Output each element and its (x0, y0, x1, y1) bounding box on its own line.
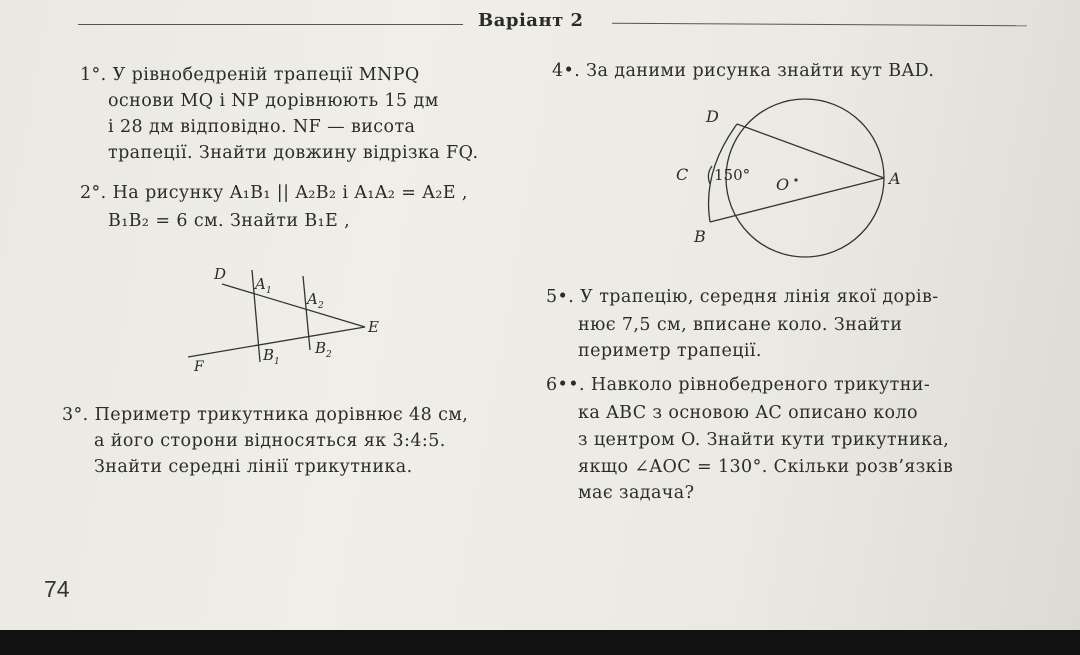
center-point (794, 178, 797, 181)
label-O: O (776, 175, 790, 194)
problem-6-line-5: має задача? (578, 483, 695, 503)
label-A2: A (307, 290, 318, 308)
label-E: E (368, 318, 379, 336)
page-number: 74 (44, 576, 70, 602)
problem-6-line-4: якщо ∠AOC = 130°. Скільки розв’язків (578, 457, 954, 477)
problem-4-line-1: 4•. За даними рисунка знайти кут BAD. (552, 61, 935, 81)
label-F: F (194, 359, 204, 375)
problem-1-line-4: трапеції. Знайти довжину відрізка FQ. (108, 143, 479, 163)
label-A1-sub: 1 (266, 286, 272, 296)
bottom-dark-edge (0, 630, 1080, 655)
problem-2-line-2: B₁B₂ = 6 см. Знайти B₁E , (108, 211, 351, 231)
problem-3-line-2: а його сторони відносяться як 3:4:5. (94, 431, 446, 451)
label-D: D (706, 107, 719, 126)
label-B2-sub: 2 (326, 350, 332, 360)
label-B: B (694, 227, 706, 246)
problem-6-line-3: з центром O. Знайти кути трикутника, (578, 430, 950, 450)
problem-1-line-1: 1°. У рівнобедреній трапеції MNPQ (80, 65, 420, 85)
problem-6-line-1: 6••. Навколо рівнобедреного трикутни- (546, 375, 931, 395)
label-B1: B (263, 346, 275, 364)
problem-2-line-1: 2°. На рисунку A₁B₁ || A₂B₂ і A₁A₂ = A₂E , (80, 183, 468, 203)
label-D: D (214, 265, 227, 283)
problem-3-line-1: 3°. Периметр трикутника дорівнює 48 см, (62, 405, 469, 425)
problem-6-line-2: ка ABC з основою AC описано коло (578, 403, 918, 423)
header-rule-left (78, 24, 463, 25)
problem-1-line-2: основи MQ і NP дорівнюють 15 дм (108, 91, 439, 111)
label-A2-sub: 2 (318, 301, 324, 311)
label-angle: 150° (714, 166, 751, 184)
problem-4-figure (670, 92, 920, 262)
label-B2: B (315, 339, 327, 357)
chord-BA (710, 178, 884, 222)
problem-5-line-1: 5•. У трапецію, середня лінія якої дорів- (546, 287, 939, 307)
label-A: A (889, 169, 901, 188)
label-B1-sub: 1 (274, 357, 280, 367)
label-A1: A (255, 275, 266, 293)
problem-1-line-3: і 28 дм відповідно. NF — висота (108, 117, 416, 137)
problem-2-figure (180, 262, 410, 377)
chord-DA (737, 124, 884, 178)
problem-5-line-3: периметр трапеції. (578, 341, 762, 361)
line-FE (188, 327, 365, 357)
variant-title: Варіант 2 (478, 10, 584, 31)
problem-5-line-2: нює 7,5 см, вписане коло. Знайти (578, 315, 903, 335)
header-rule-right (612, 23, 1027, 27)
line-DE (222, 284, 365, 327)
segment-A2B2 (303, 276, 310, 350)
label-C: C (676, 165, 689, 184)
problem-3-line-3: Знайти середні лінії трикутника. (94, 457, 413, 477)
